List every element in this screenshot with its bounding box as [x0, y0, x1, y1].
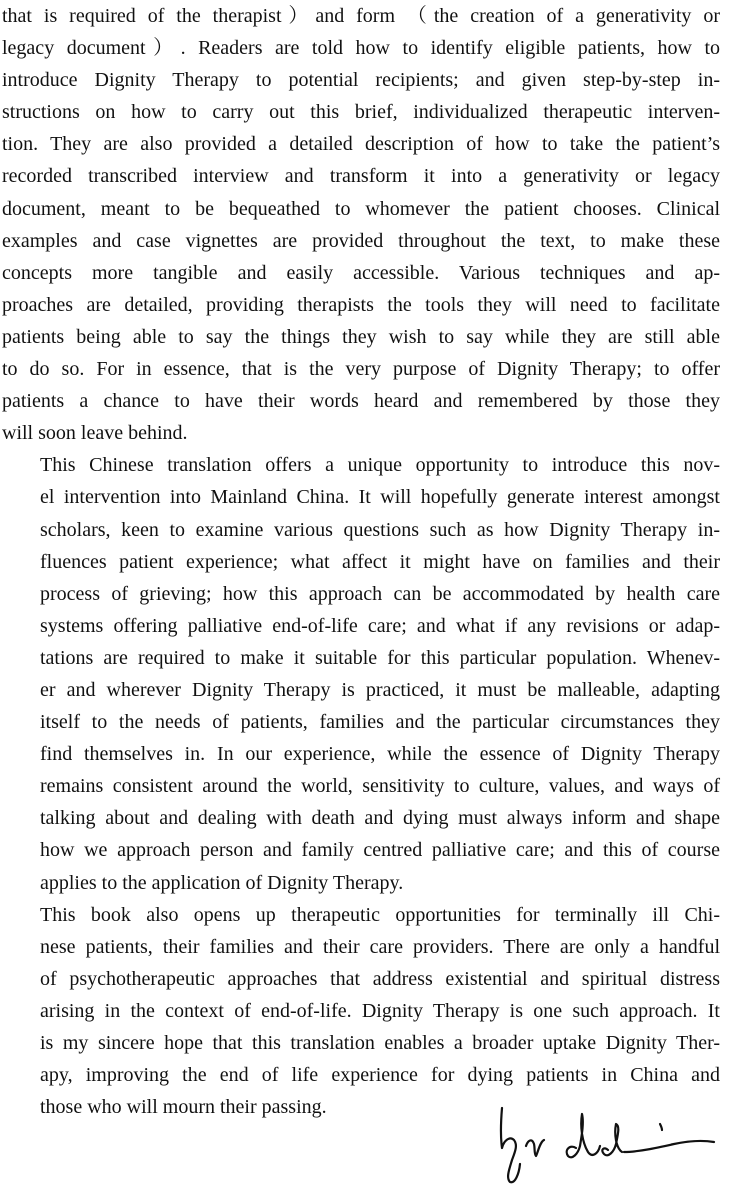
text-line: scholars, keen to examine various questions such as how Dignity Therapy in- — [40, 518, 720, 541]
text-line: tations are required to make it suitable for this particular population. Whenev- — [40, 646, 720, 669]
text-line: apy, improving the end of life experience for dying patients in China and — [40, 1064, 720, 1087]
text-line: legacy document）. Readers are told how to identify eligible patients, how to — [2, 37, 720, 60]
text-line: structions on how to carry out this brief, individualized therapeutic interven- — [2, 101, 720, 124]
text-line: to do so. For in essence, that is the very purpose of Dignity Therapy; to offer — [2, 358, 720, 381]
text-line: concepts more tangible and easily accessible. Various techniques and ap- — [2, 261, 720, 284]
text-line: applies to the application of Dignity Therapy. — [40, 871, 404, 894]
text-line: systems offering palliative end-of-life care; and what if any revisions or adap- — [40, 614, 720, 637]
text-line: talking about and dealing with death and dying must always inform and shape — [40, 807, 720, 830]
text-line: nese patients, their families and their care providers. There are only a handful — [40, 935, 720, 958]
text-line: proaches are detailed, providing therapists the tools they will need to facilitate — [2, 293, 720, 316]
text-line: remains consistent around the world, sensitivity to culture, values, and ways of — [40, 775, 720, 798]
text-line: of psychotherapeutic approaches that address existential and spiritual distress — [40, 967, 720, 990]
text-line: fluences patient experience; what affect it might have on families and their — [40, 550, 720, 573]
text-line: er and wherever Dignity Therapy is practiced, it must be malleable, adapting — [40, 678, 720, 701]
text-line: those who will mourn their passing. — [40, 1096, 327, 1119]
text-line: This Chinese translation offers a unique opportunity to introduce this nov- — [40, 454, 720, 477]
text-line: find themselves in. In our experience, while the essence of Dignity Therapy — [40, 743, 720, 766]
text-line: patients a chance to have their words heard and remembered by those they — [2, 390, 720, 413]
text-line: introduce Dignity Therapy to potential recipients; and given step-by-step in- — [2, 69, 720, 92]
text-line: arising in the context of end-of-life. Dignity Therapy is one such approach. It — [40, 999, 720, 1022]
text-line: how we approach person and family centred palliative care; and this of course — [40, 839, 720, 862]
document-page — [2, 0, 720, 1123]
text-line: will soon leave behind. — [2, 422, 188, 445]
text-line: is my sincere hope that this translation enables a broader uptake Dignity Ther- — [40, 1032, 720, 1054]
text-line: itself to the needs of patients, families and the particular circumstances they — [40, 711, 720, 734]
text-line: recorded transcribed interview and transform it into a generativity or legacy — [2, 165, 720, 188]
paragraph-2 — [2, 449, 720, 898]
text-line: document, meant to be bequeathed to whomever the patient chooses. Clinical — [2, 197, 720, 220]
signature-icon — [488, 1090, 720, 1186]
text-line: process of grieving; how this approach can be accommodated by health care — [40, 582, 720, 605]
text-line: This book also opens up therapeutic opportunities for terminally ill Chi- — [40, 903, 720, 926]
text-line: tion. They are also provided a detailed description of how to take the patient’s — [2, 133, 720, 156]
text-line: patients being able to say the things they wish to say while they are still able — [2, 325, 720, 348]
text-line: that is required of the therapist）and form （the creation of a generativity or — [2, 5, 720, 27]
text-line: examples and case vignettes are provided throughout the text, to make these — [2, 229, 720, 252]
paragraph-1 — [2, 0, 720, 449]
text-line: el intervention into Mainland China. It will hopefully generate interest amongst — [40, 486, 720, 509]
